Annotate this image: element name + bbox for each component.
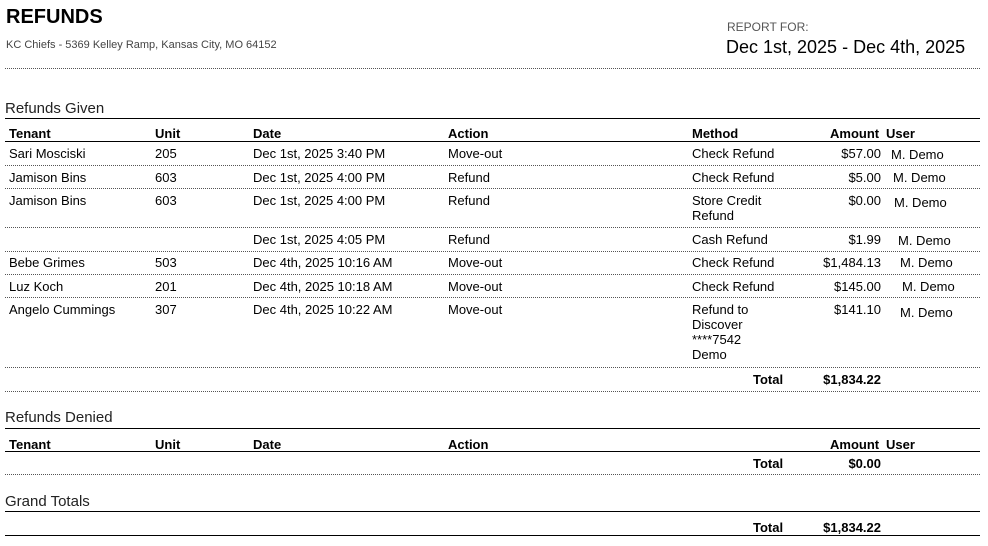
row-divider bbox=[5, 165, 980, 166]
column-header-tenant: Tenant bbox=[9, 437, 51, 452]
cell-method: Cash Refund bbox=[692, 232, 768, 247]
cell-method: Check Refund bbox=[692, 279, 775, 294]
company-address: KC Chiefs - 5369 Kelley Ramp, Kansas City, MO 64152 bbox=[6, 39, 277, 51]
cell-date: Dec 1st, 2025 4:00 PM bbox=[253, 193, 386, 208]
cell-action: Move-out bbox=[448, 146, 503, 161]
cell-amount: $5.00 bbox=[848, 170, 881, 185]
cell-unit: 603 bbox=[155, 170, 177, 185]
cell-action: Move-out bbox=[448, 279, 503, 294]
cell-method: Check Refund bbox=[692, 146, 775, 161]
cell-user: M. Demo bbox=[902, 279, 955, 294]
cell-date: Dec 4th, 2025 10:16 AM bbox=[253, 255, 393, 270]
column-header-amount: Amount bbox=[830, 126, 880, 141]
column-header-amount: Amount bbox=[830, 437, 880, 452]
column-header-unit: Unit bbox=[155, 437, 181, 452]
total-label: Total bbox=[753, 372, 784, 387]
row-divider bbox=[5, 297, 980, 298]
row-divider bbox=[5, 188, 980, 189]
total-value: $0.00 bbox=[848, 456, 881, 471]
section-divider bbox=[5, 511, 980, 512]
column-header-action: Action bbox=[448, 437, 489, 452]
method-line: Refund to bbox=[692, 302, 749, 317]
header-divider bbox=[5, 68, 980, 69]
cell-date: Dec 4th, 2025 10:18 AM bbox=[253, 279, 393, 294]
cell-date: Dec 1st, 2025 4:05 PM bbox=[253, 232, 386, 247]
cell-unit: 603 bbox=[155, 193, 177, 208]
cell-unit: 503 bbox=[155, 255, 177, 270]
total-divider bbox=[5, 474, 980, 475]
cell-tenant: Jamison Bins bbox=[9, 193, 87, 208]
page-title: REFUNDS bbox=[6, 6, 103, 28]
cell-tenant: Angelo Cummings bbox=[9, 302, 116, 317]
cell-amount: $1.99 bbox=[848, 232, 881, 247]
section-title-refunds-denied: Refunds Denied bbox=[5, 409, 113, 426]
grand-total-value: $1,834.22 bbox=[823, 520, 881, 535]
cell-action: Move-out bbox=[448, 302, 503, 317]
method-line: Discover bbox=[692, 317, 743, 332]
section-title-grand-totals: Grand Totals bbox=[5, 493, 90, 510]
cell-amount: $57.00 bbox=[841, 146, 881, 161]
cell-user: M. Demo bbox=[900, 305, 953, 320]
total-label: Total bbox=[753, 456, 784, 471]
cell-action: Move-out bbox=[448, 255, 503, 270]
row-divider bbox=[5, 367, 980, 368]
method-line: Demo bbox=[692, 347, 727, 362]
cell-amount: $141.10 bbox=[834, 302, 881, 317]
cell-user: M. Demo bbox=[900, 255, 953, 270]
cell-tenant: Sari Mosciski bbox=[9, 146, 86, 161]
cell-user: M. Demo bbox=[893, 170, 946, 185]
section-divider bbox=[5, 118, 980, 119]
method-line: ****7542 bbox=[692, 332, 742, 347]
report-for-label: REPORT FOR: bbox=[727, 20, 809, 34]
cell-user: M. Demo bbox=[898, 233, 951, 248]
cell-method bbox=[692, 302, 748, 362]
cell-unit: 201 bbox=[155, 279, 177, 294]
cell-date: Dec 1st, 2025 3:40 PM bbox=[253, 146, 386, 161]
cell-method: Check Refund bbox=[692, 255, 775, 270]
column-header-date: Date bbox=[253, 437, 282, 452]
total-value: $1,834.22 bbox=[823, 372, 881, 387]
grand-total-underline bbox=[5, 535, 980, 536]
row-divider bbox=[5, 274, 980, 275]
column-header-date: Date bbox=[253, 126, 282, 141]
column-header-tenant: Tenant bbox=[9, 126, 51, 141]
header-underline bbox=[5, 141, 980, 142]
row-divider bbox=[5, 227, 980, 228]
cell-date: Dec 1st, 2025 4:00 PM bbox=[253, 170, 386, 185]
total-divider bbox=[5, 391, 980, 392]
section-title-refunds-given: Refunds Given bbox=[5, 100, 105, 117]
cell-unit: 307 bbox=[155, 302, 177, 317]
cell-user: M. Demo bbox=[891, 147, 944, 162]
cell-amount: $145.00 bbox=[834, 279, 881, 294]
grand-total-label: Total bbox=[753, 520, 784, 535]
column-header-user: User bbox=[886, 437, 915, 452]
row-divider bbox=[5, 251, 980, 252]
cell-action: Refund bbox=[448, 193, 490, 208]
cell-user: M. Demo bbox=[894, 195, 947, 210]
cell-unit: 205 bbox=[155, 146, 177, 161]
section-divider bbox=[5, 428, 980, 429]
cell-tenant: Jamison Bins bbox=[9, 170, 87, 185]
column-header-user: User bbox=[886, 126, 915, 141]
column-header-action: Action bbox=[448, 126, 489, 141]
cell-amount: $1,484.13 bbox=[823, 255, 881, 270]
cell-action: Refund bbox=[448, 170, 490, 185]
cell-action: Refund bbox=[448, 232, 490, 247]
cell-method: Store Credit Refund bbox=[692, 193, 762, 223]
column-header-method: Method bbox=[692, 126, 739, 141]
cell-tenant: Bebe Grimes bbox=[9, 255, 85, 270]
header-underline bbox=[5, 451, 980, 452]
cell-method: Check Refund bbox=[692, 170, 775, 185]
cell-amount: $0.00 bbox=[848, 193, 881, 208]
column-header-unit: Unit bbox=[155, 126, 181, 141]
cell-tenant: Luz Koch bbox=[9, 279, 64, 294]
report-date-range: Dec 1st, 2025 - Dec 4th, 2025 bbox=[726, 37, 966, 57]
cell-date: Dec 4th, 2025 10:22 AM bbox=[253, 302, 393, 317]
